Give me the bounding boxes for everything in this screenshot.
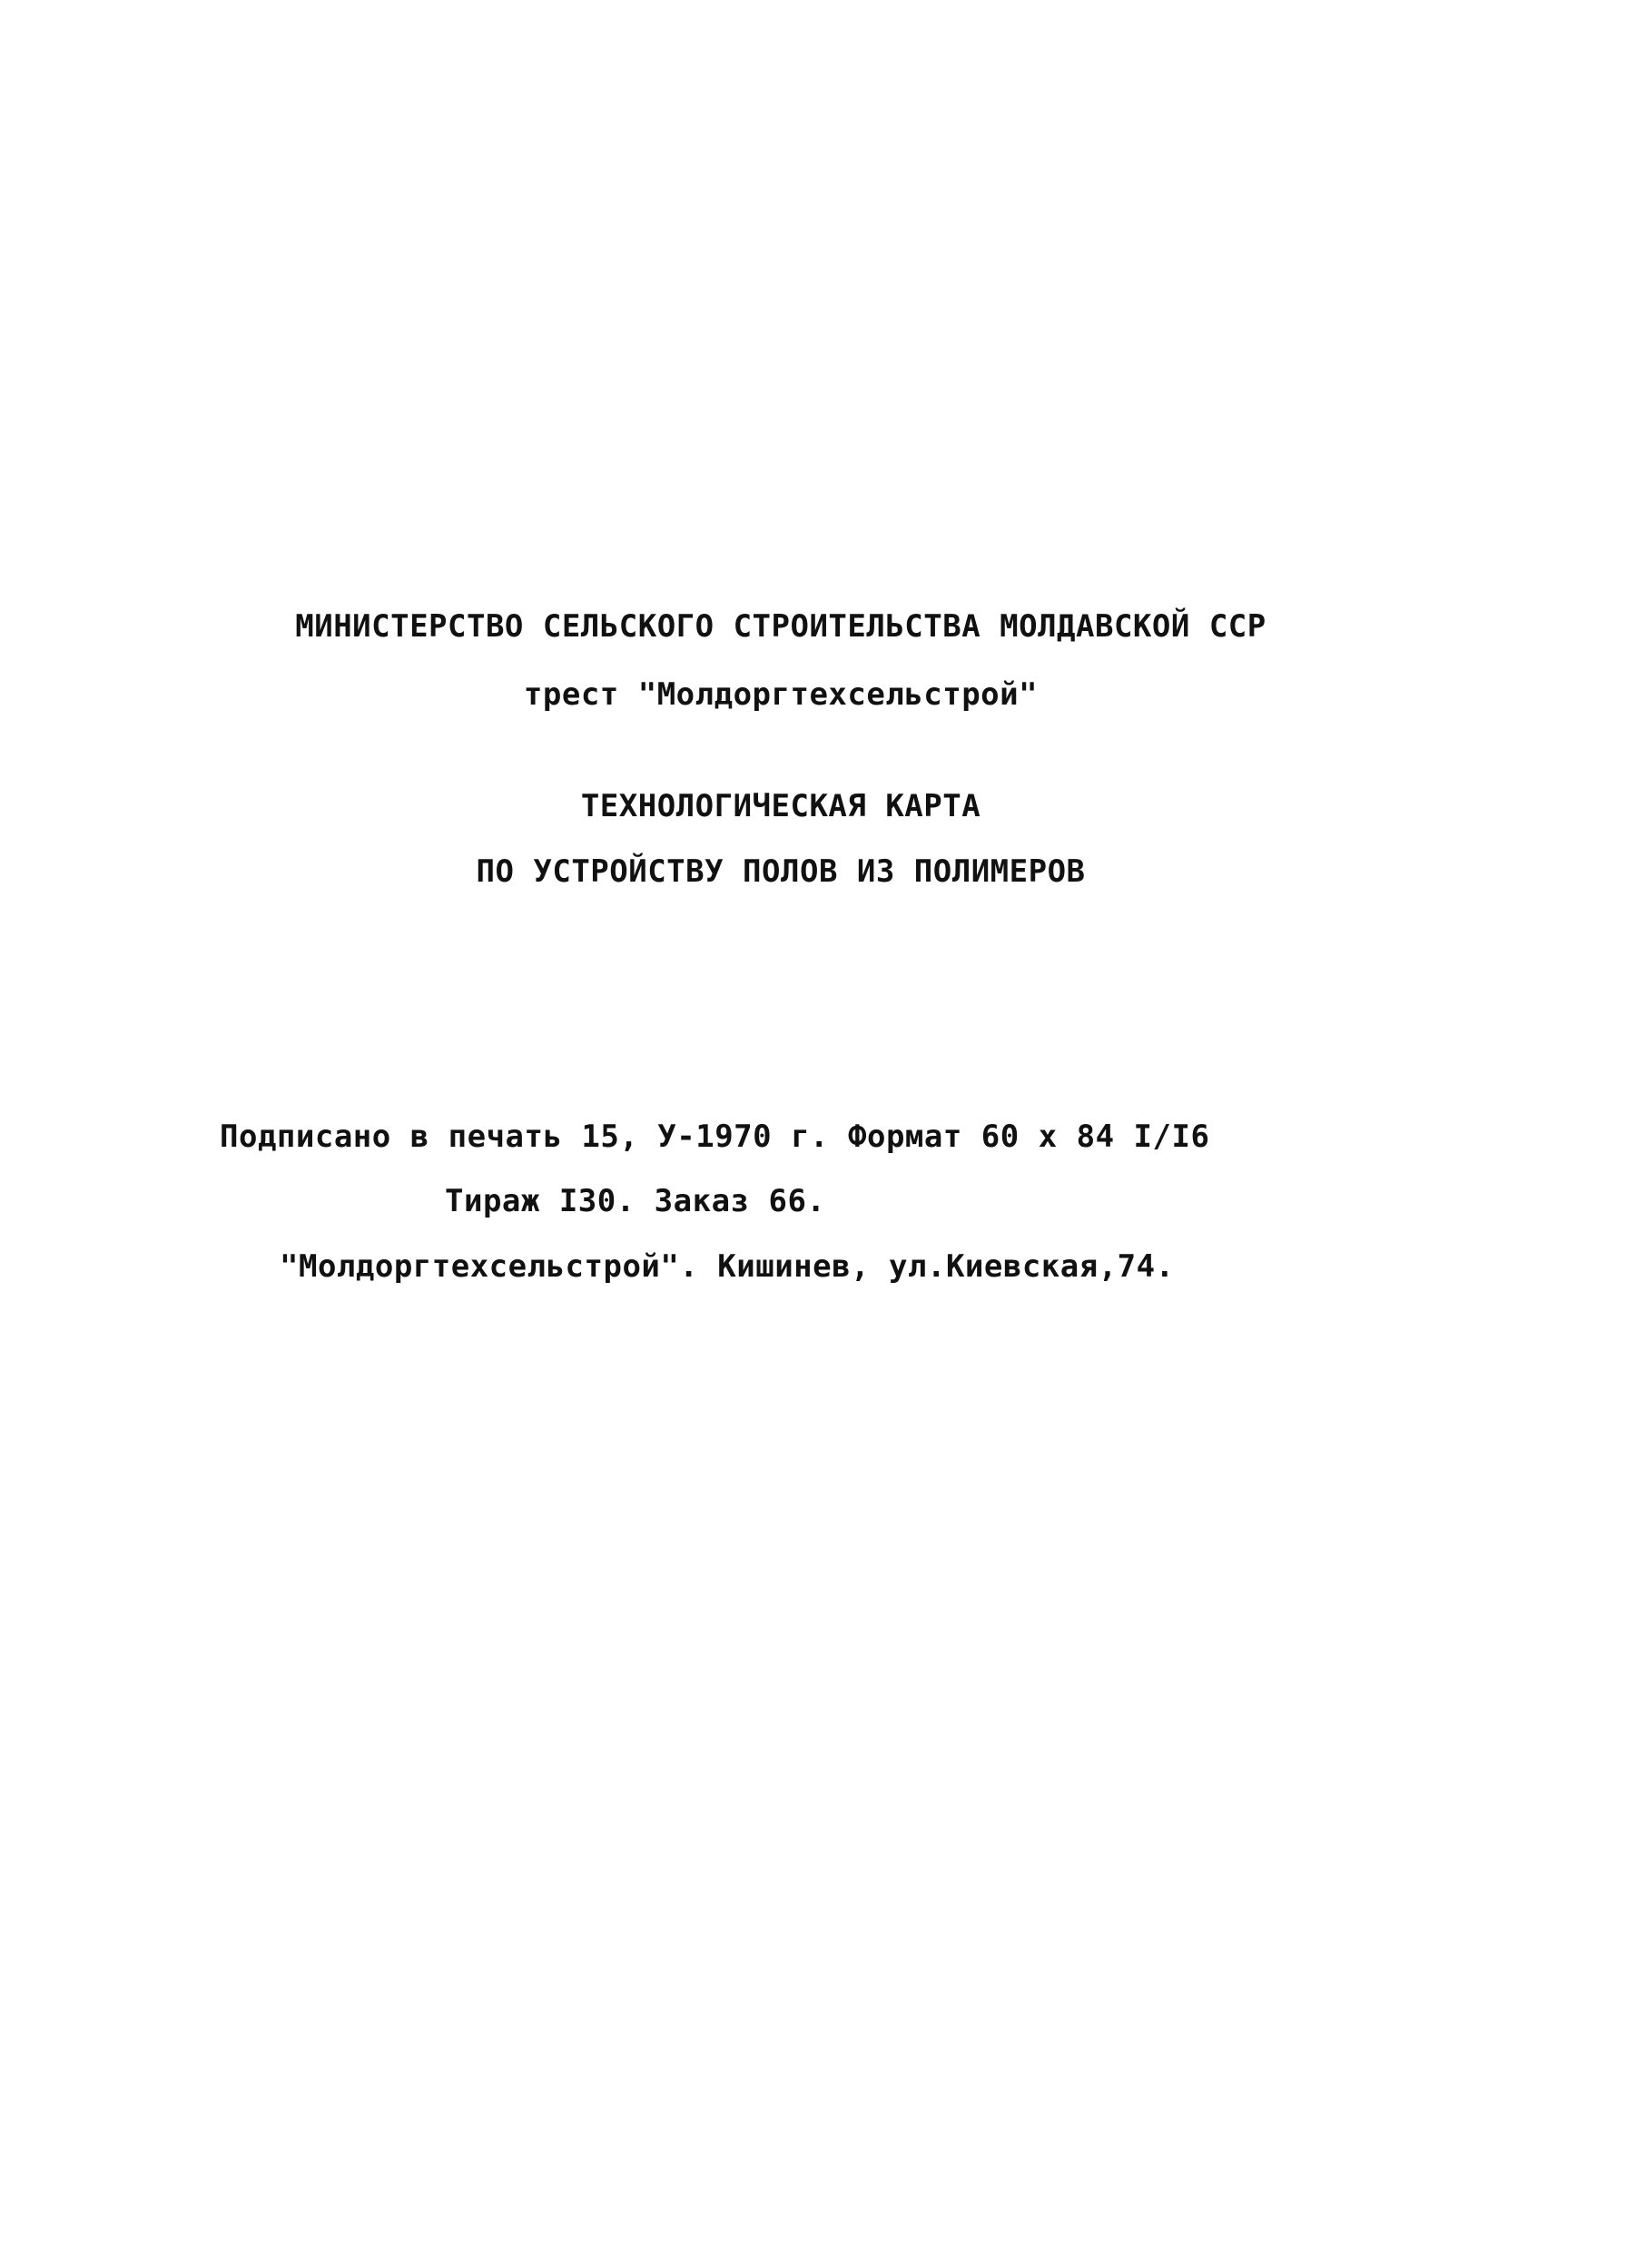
ministry-heading: МИНИСТЕРСТВО СЕЛЬСКОГО СТРОИТЕЛЬСТВА МОЛДАВСКОЙ ССР	[295, 608, 1266, 645]
trust-heading: трест "Молдоргтехсельстрой"	[523, 676, 1039, 713]
document-subtitle: ПО УСТРОЙСТВУ ПОЛОВ ИЗ ПОЛИМЕРОВ	[476, 853, 1086, 890]
document-title: ТЕХНОЛОГИЧЕСКАЯ КАРТА	[580, 788, 981, 824]
imprint-address: "Молдоргтехсельстрой". Кишинев, ул.Киевская,74.	[280, 1248, 1175, 1285]
imprint-signed: Подписано в печать 15, У-1970 г. Формат 60 х 84 I/I6	[220, 1119, 1210, 1155]
imprint-print-run: Тираж I30. Заказ 66.	[445, 1183, 826, 1219]
